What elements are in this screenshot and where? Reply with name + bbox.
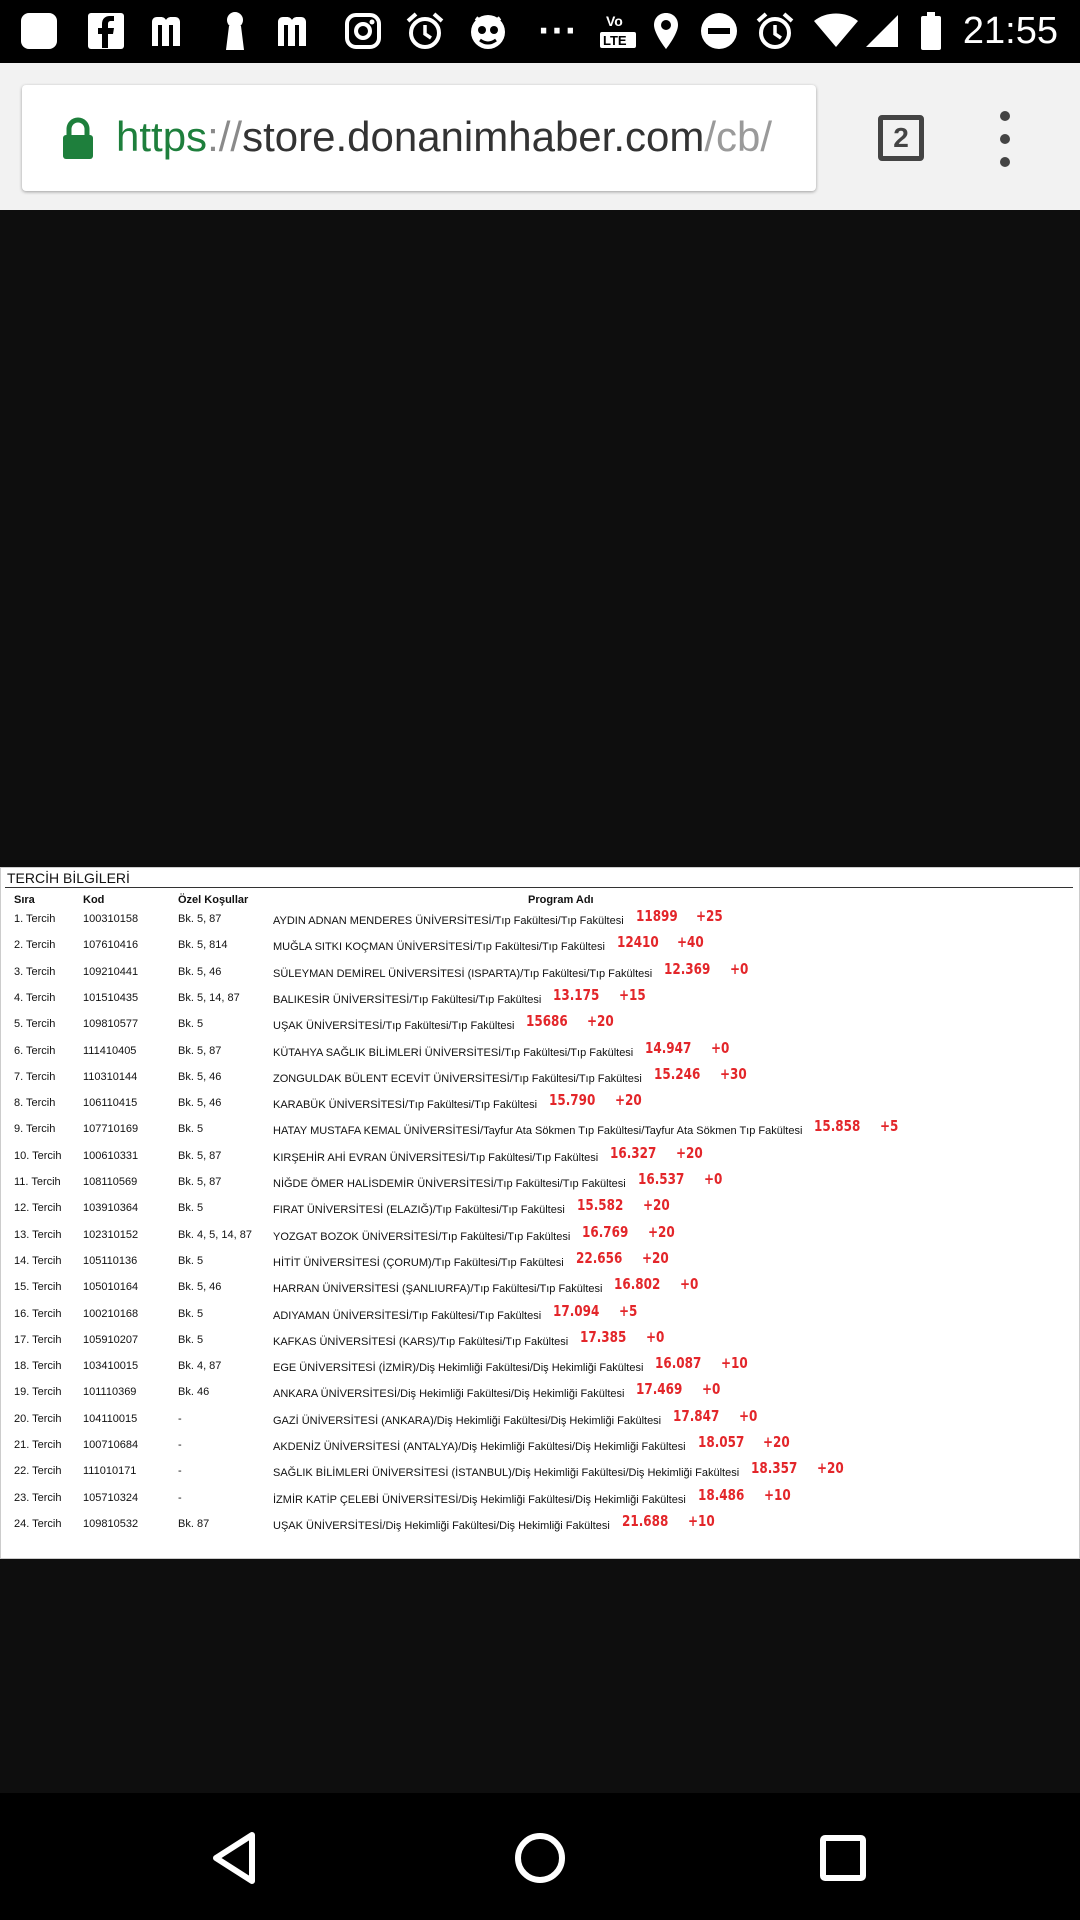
handwritten-rank: 16.087 — [655, 1354, 702, 1373]
url-bar[interactable] — [22, 85, 816, 191]
cell-kod: 111010171 — [83, 1465, 137, 1478]
table-row — [1, 1431, 1080, 1457]
cell-sira: 2. Tercih — [14, 939, 56, 952]
location-icon — [648, 8, 684, 54]
table-row — [1, 1457, 1080, 1483]
handwritten-delta: +20 — [676, 1143, 703, 1162]
url-host: store.donanimhaber.com — [242, 113, 705, 160]
cell-program — [273, 959, 753, 981]
program-name: ZONGULDAK BÜLENT ECEVİT ÜNİVERSİTESİ/Tıp Fakültesi/Tıp Fakültesi — [273, 1072, 642, 1085]
column-header-program: Program Adı — [528, 894, 594, 906]
handwritten-rank: 17.385 — [580, 1327, 627, 1346]
menu-dot-icon — [1000, 157, 1010, 167]
cell-program — [273, 1091, 648, 1112]
cell-sira: 6. Tercih — [14, 1044, 56, 1057]
program-name: AYDIN ADNAN MENDERES ÜNİVERSİTESİ/Tıp Fakültesi/Tıp Fakültesi — [273, 915, 624, 927]
handwritten-delta: +0 — [702, 1380, 721, 1399]
svg-text:Vo: Vo — [606, 13, 623, 29]
cell-kod: 108110569 — [83, 1176, 138, 1188]
cell-kod: 103410015 — [83, 1360, 139, 1373]
url-scheme: https — [116, 113, 208, 160]
handwritten-delta: +20 — [642, 1196, 670, 1215]
handwritten-delta: +0 — [739, 1406, 758, 1425]
handwritten-rank: 18.357 — [751, 1459, 798, 1478]
wifi-icon — [812, 8, 860, 54]
program-name: UŞAK ÜNİVERSİTESİ/Diş Hekimliği Fakültesi/Diş Hekimliği Fakültesi — [273, 1519, 610, 1532]
cell-ozel-kosullar: Bk. 4, 5, 14, 87 — [178, 1228, 252, 1241]
cell-sira: 24. Tercih — [14, 1517, 62, 1530]
preference-sheet-image — [0, 867, 1080, 1559]
handwritten-delta: +20 — [641, 1248, 669, 1267]
cell-program — [273, 1433, 797, 1454]
instagram-icon — [342, 8, 384, 54]
cell-kod: 105010164 — [83, 1281, 139, 1294]
handwritten-delta: +0 — [680, 1275, 699, 1294]
clock: 21:55 — [962, 10, 1058, 52]
handwritten-rank: 17.094 — [553, 1301, 600, 1320]
overflow-menu-button[interactable] — [990, 111, 1020, 167]
table-row — [1, 1247, 1080, 1273]
sheet-title: TERCİH BİLGİLERİ — [7, 870, 130, 886]
handwritten-delta: +15 — [619, 985, 647, 1004]
cell-kod: 101110369 — [83, 1386, 137, 1399]
program-name: UŞAK ÜNİVERSİTESİ/Tıp Fakültesi/Tıp Fakültesi — [273, 1020, 515, 1033]
cell-program — [273, 1354, 755, 1375]
cell-kod: 100710684 — [83, 1439, 139, 1451]
cell-sira: 23. Tercih — [14, 1491, 62, 1504]
program-name: KAFKAS ÜNİVERSİTESİ (KARS)/Tıp Fakültesi/Tıp Fakültesi — [273, 1335, 569, 1348]
cell-sira: 3. Tercih — [14, 965, 56, 978]
program-name: KÜTAHYA SAĞLIK BİLİMLERİ ÜNİVERSİTESİ/Tıp Fakültesi/Tıp Fakültesi — [273, 1046, 634, 1059]
program-name: GAZİ ÜNİVERSİTESİ (ANKARA)/Diş Hekimliği Fakültesi/Diş Hekimliği Fakültesi — [273, 1414, 662, 1427]
program-name: HARRAN ÜNİVERSİTESİ (ŞANLIURFA)/Tıp Fakültesi/Tıp Fakültesi — [273, 1283, 603, 1296]
cell-program — [273, 1170, 727, 1191]
cell-kod: 109810577 — [83, 1018, 139, 1031]
recents-icon[interactable] — [808, 1823, 878, 1893]
table-row — [1, 1352, 1080, 1378]
cell-kod: 107710169 — [83, 1123, 139, 1136]
table-row — [1, 1300, 1080, 1326]
cell-sira: 15. Tercih — [14, 1281, 62, 1294]
handwritten-rank: 16.802 — [614, 1275, 661, 1294]
cell-program — [273, 1301, 642, 1323]
cell-kod: 100610331 — [83, 1149, 139, 1162]
facebook-icon — [86, 8, 126, 54]
handwritten-delta: +5 — [619, 1301, 638, 1320]
handwritten-delta: +10 — [763, 1485, 791, 1504]
cell-program — [273, 1380, 725, 1401]
table-row — [1, 1510, 1080, 1536]
home-icon[interactable] — [505, 1823, 575, 1893]
cell-kod: 109210441 — [83, 965, 139, 978]
handwritten-delta: +0 — [711, 1038, 730, 1057]
handwritten-rank: 17.469 — [636, 1380, 683, 1399]
handwritten-rank: 18.057 — [697, 1433, 744, 1451]
table-row — [1, 1037, 1080, 1063]
table-row — [1, 1273, 1080, 1299]
alarm-icon — [754, 8, 796, 54]
cell-program — [273, 933, 711, 954]
program-name: YOZGAT BOZOK ÜNİVERSİTESİ/Tıp Fakültesi/Tıp Fakültesi — [273, 1230, 571, 1243]
cell-sira: 9. Tercih — [14, 1123, 56, 1136]
handwritten-rank: 17.847 — [673, 1406, 720, 1425]
program-name: İZMİR KATİP ÇELEBİ ÜNİVERSİTESİ/Diş Hekimliği Fakültesi/Diş Hekimliği Fakültesi — [273, 1493, 686, 1506]
program-name: SÜLEYMAN DEMİREL ÜNİVERSİTESİ (ISPARTA)/Tıp Fakültesi/Tıp Fakültesi — [273, 967, 653, 980]
cell-signal-icon — [862, 8, 902, 54]
cell-program — [273, 1196, 676, 1217]
table-row — [1, 1089, 1080, 1115]
alarm-icon — [404, 8, 446, 54]
handwritten-delta: +0 — [703, 1170, 722, 1188]
table-row — [1, 1010, 1080, 1036]
table-row — [1, 1221, 1080, 1247]
url-separator: :// — [207, 113, 243, 160]
handwritten-rank: 11899 — [635, 907, 678, 925]
handwritten-delta: +20 — [614, 1091, 642, 1110]
cell-kod: 102310152 — [83, 1228, 139, 1241]
cell-ozel-kosullar: - — [178, 1491, 182, 1504]
cell-ozel-kosullar: Bk. 5, 87 — [178, 1044, 222, 1057]
browser-toolbar — [0, 63, 1080, 210]
handwritten-rank: 18.486 — [697, 1485, 745, 1504]
handwritten-delta: +5 — [880, 1117, 899, 1136]
cell-kod: 100310158 — [83, 913, 139, 925]
cell-ozel-kosullar: Bk. 5, 46 — [178, 1281, 222, 1294]
table-row — [1, 1115, 1080, 1141]
cell-ozel-kosullar: Bk. 5, 814 — [178, 939, 228, 952]
cell-ozel-kosullar: Bk. 5, 87 — [178, 913, 222, 925]
program-name: EGE ÜNİVERSİTESİ (İZMİR)/Diş Hekimliği Fakültesi/Diş Hekimliği Fakültesi — [273, 1362, 644, 1375]
cell-ozel-kosullar: Bk. 5, 14, 87 — [178, 991, 240, 1004]
program-name: HİTİT ÜNİVERSİTESİ (ÇORUM)/Tıp Fakültesi/Tıp Fakültesi — [273, 1256, 564, 1269]
tab-switcher-button[interactable]: 2 — [878, 115, 924, 161]
status-bar — [0, 0, 1080, 63]
handwritten-delta: +20 — [586, 1012, 614, 1031]
cell-kod: 105910207 — [83, 1333, 139, 1346]
handwritten-rank: 16.769 — [582, 1222, 629, 1241]
cell-ozel-kosullar: Bk. 87 — [178, 1517, 210, 1530]
table-row — [1, 905, 1080, 931]
cell-sira: 12. Tercih — [14, 1202, 62, 1215]
column-header-kod: Kod — [83, 894, 105, 906]
cell-program — [273, 1327, 669, 1349]
program-name: AKDENİZ ÜNİVERSİTESİ (ANTALYA)/Diş Hekimliği Fakültesi/Diş Hekimliği Fakültesi — [273, 1441, 686, 1453]
cell-program — [273, 1406, 762, 1428]
volte-icon — [598, 8, 638, 54]
back-icon[interactable] — [200, 1823, 270, 1893]
cell-program — [273, 1485, 797, 1507]
m-app-icon — [274, 8, 322, 54]
handwritten-rank: 15.582 — [576, 1196, 624, 1215]
table-row — [1, 931, 1080, 957]
url-text[interactable] — [116, 107, 808, 167]
cell-kod: 101510435 — [83, 991, 139, 1004]
cell-kod: 107610416 — [83, 939, 139, 952]
handwritten-delta: +10 — [687, 1511, 715, 1530]
cell-ozel-kosullar: Bk. 5 — [178, 1123, 204, 1136]
cell-sira: 13. Tercih — [14, 1228, 62, 1241]
cell-sira: 17. Tercih — [14, 1333, 62, 1346]
page-content — [0, 210, 1080, 1793]
cell-sira: 10. Tercih — [14, 1149, 62, 1162]
cell-sira: 20. Tercih — [14, 1412, 62, 1425]
handwritten-delta: +20 — [763, 1433, 791, 1451]
app-icon — [20, 8, 58, 54]
cell-sira: 22. Tercih — [14, 1465, 62, 1478]
cell-program — [273, 1275, 703, 1296]
cell-sira: 16. Tercih — [14, 1307, 62, 1320]
program-name: KIRŞEHİR AHİ EVRAN ÜNİVERSİTESİ/Tıp Fakültesi/Tıp Fakültesi — [273, 1151, 599, 1164]
handwritten-delta: +40 — [677, 933, 704, 952]
cell-ozel-kosullar: Bk. 5, 46 — [178, 1070, 222, 1083]
keyhole-icon — [220, 8, 250, 54]
handwritten-delta: +0 — [730, 959, 749, 978]
cell-program — [273, 1143, 710, 1165]
m-app-icon — [148, 8, 196, 54]
cell-kod: 106110415 — [83, 1097, 138, 1110]
cell-kod: 105110136 — [83, 1254, 138, 1267]
more-dots-icon: ··· — [537, 13, 579, 49]
column-header-sira: Sıra — [14, 894, 35, 906]
cell-program — [273, 1511, 721, 1533]
cell-program — [273, 1222, 682, 1244]
cell-sira: 11. Tercih — [14, 1176, 61, 1188]
mascot-app-icon — [466, 8, 510, 54]
table-row — [1, 1484, 1080, 1510]
cell-sira: 21. Tercih — [14, 1439, 62, 1451]
cell-ozel-kosullar: - — [178, 1412, 182, 1425]
cell-program — [273, 1459, 851, 1480]
cell-kod: 103910364 — [83, 1202, 139, 1215]
cell-kod: 110310144 — [83, 1070, 138, 1083]
cell-ozel-kosullar: Bk. 5 — [178, 1202, 204, 1215]
program-name: KARABÜK ÜNİVERSİTESİ/Tıp Fakültesi/Tıp Fakültesi — [273, 1099, 538, 1112]
cell-ozel-kosullar: - — [178, 1439, 182, 1451]
cell-ozel-kosullar: Bk. 5 — [178, 1018, 204, 1031]
cell-ozel-kosullar: Bk. 5, 87 — [178, 1149, 222, 1162]
handwritten-delta: +30 — [719, 1064, 747, 1083]
table-row — [1, 1168, 1080, 1194]
cell-ozel-kosullar: Bk. 5, 46 — [178, 965, 222, 978]
handwritten-rank: 22.656 — [575, 1248, 623, 1267]
handwritten-rank: 16.537 — [637, 1170, 684, 1188]
table-row — [1, 1378, 1080, 1404]
table-row — [1, 1063, 1080, 1089]
cell-ozel-kosullar: Bk. 4, 87 — [178, 1360, 222, 1373]
cell-sira: 14. Tercih — [14, 1254, 62, 1267]
cell-sira: 4. Tercih — [14, 991, 56, 1004]
cell-kod: 105710324 — [83, 1491, 139, 1504]
column-header-ozel: Özel Koşullar — [178, 894, 249, 906]
handwritten-rank: 16.327 — [610, 1143, 657, 1162]
cell-ozel-kosullar: Bk. 5, 87 — [178, 1176, 222, 1188]
cell-kod: 100210168 — [83, 1307, 139, 1320]
lock-icon — [58, 117, 98, 161]
navigation-bar — [0, 1793, 1080, 1920]
program-name: BALIKESİR ÜNİVERSİTESİ/Tıp Fakültesi/Tıp Fakültesi — [273, 993, 542, 1006]
cell-program — [273, 1117, 903, 1138]
cell-sira: 5. Tercih — [14, 1018, 56, 1031]
do-not-disturb-icon — [698, 8, 740, 54]
cell-sira: 7. Tercih — [14, 1070, 56, 1083]
cell-ozel-kosullar: Bk. 5 — [178, 1307, 204, 1320]
program-name: FIRAT ÜNİVERSİTESİ (ELAZIĞ)/Tıp Fakültesi/Tıp Fakültesi — [273, 1204, 565, 1217]
cell-ozel-kosullar: Bk. 5 — [178, 1333, 204, 1346]
table-row — [1, 1194, 1080, 1220]
cell-ozel-kosullar: - — [178, 1465, 182, 1478]
cell-kod: 104110015 — [83, 1412, 138, 1425]
program-name: SAĞLIK BİLİMLERİ ÜNİVERSİTESİ (İSTANBUL)/Diş Hekimliği Fakültesi/Diş Hekimliği Fakültesi — [273, 1467, 740, 1480]
cell-sira: 1. Tercih — [14, 913, 56, 925]
handwritten-rank: 12410 — [616, 933, 659, 952]
cell-program — [273, 1012, 620, 1033]
handwritten-rank: 15.858 — [814, 1117, 861, 1136]
table-row — [1, 1326, 1080, 1352]
cell-sira: 8. Tercih — [14, 1097, 56, 1110]
handwritten-delta: +20 — [648, 1222, 675, 1241]
handwritten-rank: 15.790 — [549, 1091, 596, 1110]
battery-icon — [918, 8, 944, 54]
url-path: /cb/ — [704, 113, 773, 160]
handwritten-rank: 13.175 — [553, 985, 600, 1004]
cell-program — [273, 985, 653, 1007]
handwritten-delta: +25 — [695, 907, 723, 925]
menu-dot-icon — [1000, 111, 1010, 121]
cell-ozel-kosullar: Bk. 5 — [178, 1254, 204, 1267]
program-name: NİĞDE ÖMER HALİSDEMİR ÜNİVERSİTESİ/Tıp Fakültesi/Tıp Fakültesi — [273, 1178, 626, 1190]
table-row — [1, 958, 1080, 984]
table-row — [1, 984, 1080, 1010]
program-name: ADIYAMAN ÜNİVERSİTESİ/Tıp Fakültesi/Tıp Fakültesi — [273, 1309, 542, 1322]
title-divider — [5, 887, 1073, 888]
cell-ozel-kosullar: Bk. 46 — [178, 1386, 210, 1399]
cell-kod: 109810532 — [83, 1517, 139, 1530]
cell-sira: 19. Tercih — [14, 1386, 62, 1399]
handwritten-delta: +20 — [817, 1459, 844, 1478]
handwritten-rank: 21.688 — [621, 1511, 669, 1530]
svg-text:LTE: LTE — [603, 33, 627, 48]
cell-kod: 111410405 — [83, 1044, 137, 1057]
handwritten-rank: 12.369 — [664, 959, 711, 978]
handwritten-rank: 14.947 — [645, 1038, 692, 1057]
cell-ozel-kosullar: Bk. 5, 46 — [178, 1097, 222, 1110]
cell-program — [273, 1064, 753, 1086]
program-name: HATAY MUSTAFA KEMAL ÜNİVERSİTESİ/Tayfur Ata Sökmen Tıp Fakültesi/Tayfur Ata Sökmen Tıp Fakültesi — [273, 1125, 803, 1138]
handwritten-delta: +0 — [646, 1327, 665, 1346]
cell-sira: 18. Tercih — [14, 1360, 62, 1373]
menu-dot-icon — [1000, 134, 1010, 144]
program-name: MUĞLA SITKI KOÇMAN ÜNİVERSİTESİ/Tıp Fakültesi/Tıp Fakültesi — [273, 941, 605, 954]
table-row — [1, 1142, 1080, 1168]
handwritten-delta: +10 — [721, 1354, 749, 1373]
table-row — [1, 1405, 1080, 1431]
cell-program — [273, 1038, 734, 1060]
handwritten-rank: 15.246 — [653, 1064, 701, 1083]
program-name: ANKARA ÜNİVERSİTESİ/Diş Hekimliği Fakültesi/Diş Hekimliği Fakültesi — [273, 1388, 625, 1401]
cell-program — [273, 907, 729, 928]
cell-program — [273, 1248, 675, 1270]
handwritten-rank: 15686 — [526, 1012, 569, 1031]
